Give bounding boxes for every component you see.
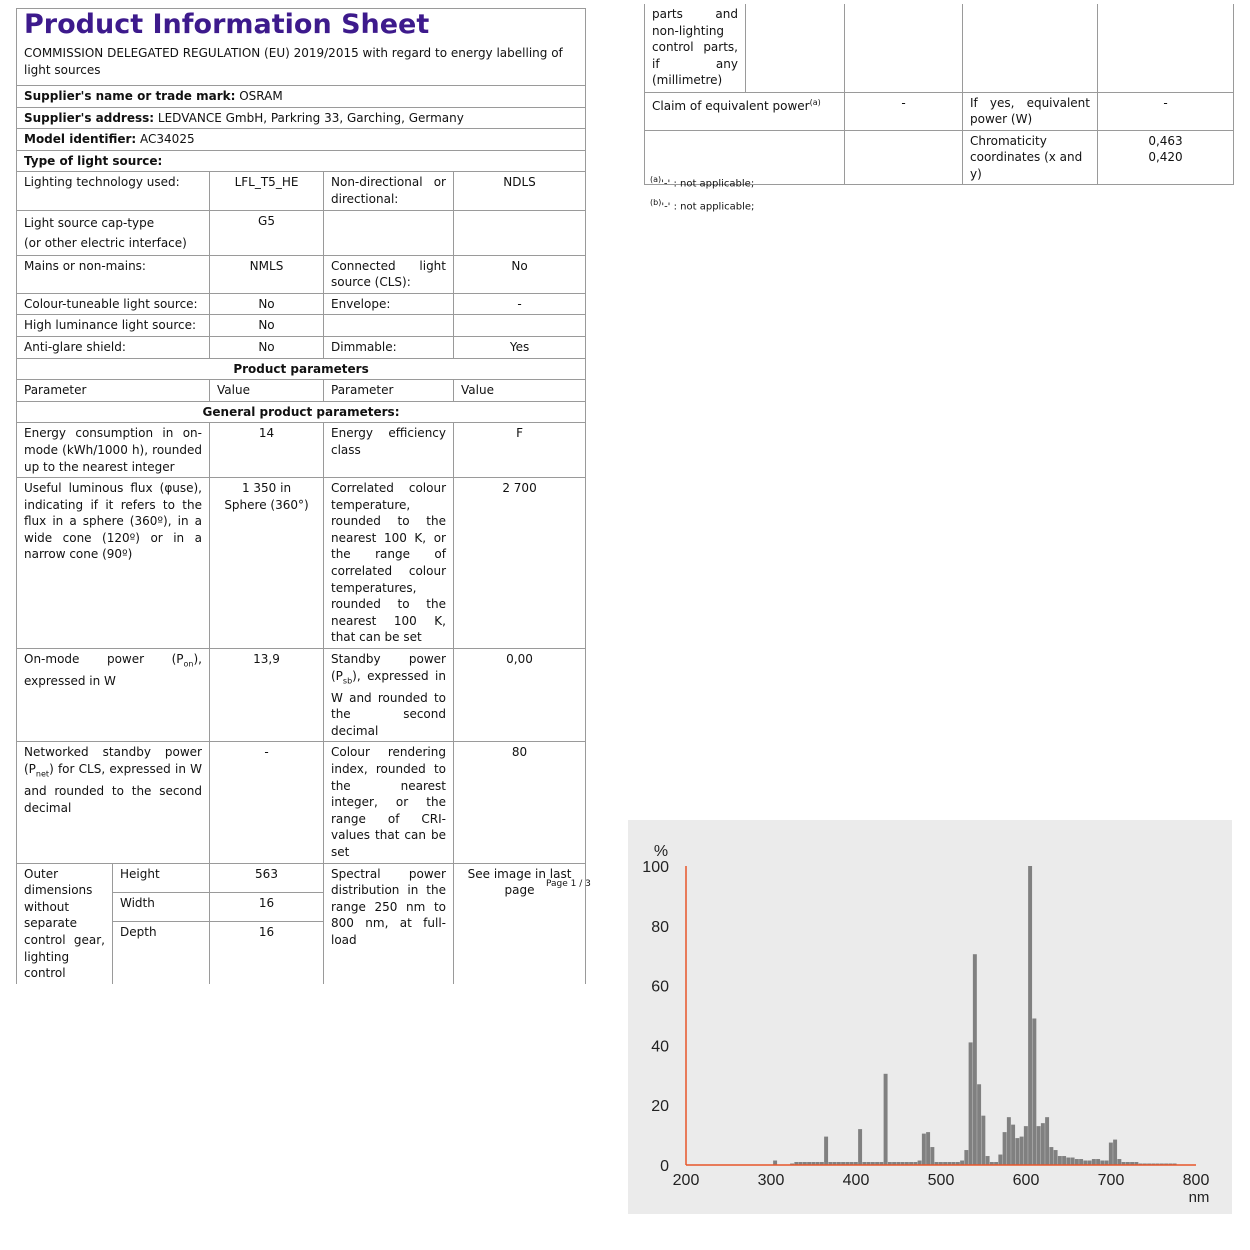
luminous-flux-value-line-1: 1 350 in bbox=[241, 481, 292, 496]
y-tick-label: 80 bbox=[651, 918, 669, 936]
spectral-chart-svg bbox=[628, 820, 1232, 1214]
footnote-a-text: '-' : not applicable; bbox=[661, 178, 755, 190]
cct-value: 2 700 bbox=[454, 478, 586, 649]
y-tick-label: 100 bbox=[642, 859, 669, 876]
empty-cell bbox=[454, 315, 586, 337]
colour-tuneable-label: Colour-tuneable light source: bbox=[17, 293, 210, 315]
footnote-b-mark: (b) bbox=[650, 198, 662, 208]
height-value: 563 bbox=[210, 863, 324, 892]
y-tick-label: 40 bbox=[651, 1038, 669, 1056]
supplier-name-label: Supplier's name or trade mark: bbox=[24, 89, 236, 103]
empty-cell bbox=[845, 130, 963, 185]
x-axis-label: nm bbox=[1188, 1189, 1210, 1206]
luminous-flux-value bbox=[210, 478, 324, 649]
spectrum-bar bbox=[1054, 1150, 1058, 1165]
lighting-technology-value: LFL_T5_HE bbox=[210, 172, 324, 210]
general-parameters-heading: General product parameters: bbox=[17, 401, 586, 423]
spectrum-bar bbox=[1066, 1158, 1070, 1165]
mains-value: NMLS bbox=[210, 255, 324, 293]
outer-dimensions-label: Outer dimensions without separate control gear, lighting control bbox=[17, 863, 113, 984]
x-tick-label: 400 bbox=[842, 1172, 870, 1189]
cri-value: 80 bbox=[454, 742, 586, 863]
envelope-label: Envelope: bbox=[324, 293, 454, 315]
spectrum-bar bbox=[1109, 1143, 1113, 1165]
x-tick-label: 200 bbox=[672, 1172, 700, 1189]
colour-tuneable-value: No bbox=[210, 293, 324, 315]
directional-label: Non-directional or directional: bbox=[324, 172, 454, 210]
spectral-distribution-value: See image in last page bbox=[454, 863, 586, 984]
footnote-b-text: '-' : not applicable; bbox=[661, 201, 755, 213]
footnotes bbox=[650, 170, 754, 217]
supplier-address-value: LEDVANCE GmbH, Parkring 33, Garching, Germany bbox=[157, 110, 464, 125]
empty-cell bbox=[746, 4, 845, 92]
chromaticity-y: 0,420 bbox=[1148, 150, 1183, 165]
cls-label: Connected light source (CLS): bbox=[324, 255, 454, 293]
on-mode-power-label bbox=[17, 649, 210, 742]
cls-value: No bbox=[454, 255, 586, 293]
directional-value: NDLS bbox=[454, 172, 586, 210]
col-header-value: Value bbox=[210, 380, 324, 402]
y-tick-label: 60 bbox=[651, 978, 669, 996]
spectrum-bar bbox=[824, 1137, 828, 1165]
dimmable-label: Dimmable: bbox=[324, 336, 454, 358]
equivalent-power-footnote-mark: (a) bbox=[809, 97, 821, 107]
standby-power-value: 0,00 bbox=[454, 649, 586, 742]
spectrum-bar bbox=[1092, 1159, 1096, 1165]
high-luminance-value: No bbox=[210, 315, 324, 337]
energy-consumption-value: 14 bbox=[210, 423, 324, 478]
spectrum-bar bbox=[1020, 1137, 1024, 1165]
on-mode-power-subscript: on bbox=[183, 659, 194, 669]
x-tick-label: 600 bbox=[1012, 1172, 1040, 1189]
empty-cell bbox=[963, 4, 1098, 92]
spectrum-bar bbox=[1075, 1159, 1079, 1165]
spectrum-bar bbox=[1037, 1126, 1041, 1165]
spectrum-bar bbox=[1049, 1147, 1053, 1165]
spectrum-bar bbox=[977, 1084, 981, 1165]
dimmable-value: Yes bbox=[454, 336, 586, 358]
spectrum-bar bbox=[1045, 1117, 1049, 1165]
empty-cell bbox=[454, 210, 586, 255]
x-tick-label: 300 bbox=[757, 1172, 785, 1189]
spectrum-bar bbox=[973, 954, 977, 1165]
regulation-text: COMMISSION DELEGATED REGULATION (EU) 2019/2015 with regard to energy labelling of light sources bbox=[24, 46, 563, 77]
spectrum-bar bbox=[1058, 1156, 1062, 1165]
dimensions-continuation-label: parts and non-lighting control parts, if any (millimetre) bbox=[645, 4, 746, 92]
spectrum-bar bbox=[1032, 1018, 1036, 1165]
standby-power-label-text-end: ), expressed in W and rounded to the second decimal bbox=[331, 668, 446, 738]
spectrum-bar bbox=[1015, 1138, 1019, 1165]
footnote-a bbox=[650, 170, 754, 193]
spectrum-bar bbox=[884, 1074, 888, 1165]
efficiency-class-label: Energy efficiency class bbox=[324, 423, 454, 478]
spectrum-bar bbox=[969, 1042, 973, 1165]
envelope-value: - bbox=[454, 293, 586, 315]
col-header-parameter: Parameter bbox=[17, 380, 210, 402]
spectrum-bar bbox=[1071, 1158, 1075, 1165]
model-identifier-label: Model identifier: bbox=[24, 132, 137, 147]
equivalent-power-value: - bbox=[845, 92, 963, 130]
on-mode-power-value: 13,9 bbox=[210, 649, 324, 742]
spectrum-bar bbox=[1096, 1159, 1100, 1165]
luminous-flux-value-line-2: Sphere (360°) bbox=[224, 497, 309, 512]
spectrum-bar bbox=[1079, 1159, 1083, 1165]
model-identifier-row bbox=[17, 129, 586, 151]
light-source-type-heading: Type of light source: bbox=[17, 150, 586, 172]
equivalent-power-label-text: Claim of equivalent power bbox=[652, 98, 810, 113]
spectrum-bar bbox=[926, 1132, 930, 1165]
page-number: Page 1 / 3 bbox=[546, 879, 591, 889]
product-parameters-heading: Product parameters bbox=[17, 358, 586, 380]
spectrum-bar bbox=[1003, 1132, 1007, 1165]
standby-power-subscript: sb bbox=[342, 676, 353, 686]
standby-power-label-text: Standby power (P bbox=[331, 652, 446, 683]
high-luminance-label: High luminance light source: bbox=[17, 315, 210, 337]
spectrum-bar bbox=[1113, 1140, 1117, 1165]
y-tick-label: 0 bbox=[660, 1158, 669, 1175]
product-info-sheet-page-2 bbox=[644, 4, 1233, 185]
y-axis-label: % bbox=[653, 843, 669, 860]
spectrum-bar bbox=[930, 1147, 934, 1165]
empty-cell bbox=[324, 210, 454, 255]
col-header-parameter: Parameter bbox=[324, 380, 454, 402]
luminous-flux-label: Useful luminous flux (φuse), indicating if it refers to the flux in a sphere (360º), in a wide cone (120º) or in a narrow cone (90º) bbox=[17, 478, 210, 649]
networked-standby-value: - bbox=[210, 742, 324, 863]
x-tick-label: 700 bbox=[1097, 1172, 1125, 1189]
spectrum-bar bbox=[986, 1156, 990, 1165]
cct-label: Correlated colour temperature, rounded to the nearest 100 K, or the range of correlated colour temperatures, rounded to the nearest 100 K, that can be set bbox=[324, 478, 454, 649]
x-tick-label: 500 bbox=[927, 1172, 955, 1189]
empty-cell bbox=[1098, 4, 1234, 92]
depth-value: 16 bbox=[210, 921, 324, 983]
empty-cell bbox=[845, 4, 963, 92]
efficiency-class-value: F bbox=[454, 423, 586, 478]
supplier-address-row bbox=[17, 107, 586, 129]
cap-type-label-line-2: (or other electric interface) bbox=[24, 235, 187, 250]
empty-cell bbox=[324, 315, 454, 337]
x-tick-label: 800 bbox=[1182, 1172, 1210, 1189]
if-yes-equivalent-label: If yes, equivalent power (W) bbox=[963, 92, 1098, 130]
chromaticity-value bbox=[1098, 130, 1234, 185]
product-info-table bbox=[16, 8, 586, 984]
spectrum-bar bbox=[981, 1116, 985, 1165]
y-tick-label: 20 bbox=[651, 1098, 669, 1116]
spectrum-bar bbox=[998, 1155, 1002, 1165]
model-identifier-value: AC34025 bbox=[140, 132, 195, 147]
chromaticity-x: 0,463 bbox=[1148, 133, 1183, 148]
supplier-address-label: Supplier's address: bbox=[24, 110, 155, 125]
col-header-value: Value bbox=[454, 380, 586, 402]
cap-type-value: G5 bbox=[210, 210, 324, 255]
networked-standby-subscript: net bbox=[35, 769, 50, 779]
depth-label: Depth bbox=[113, 921, 210, 983]
footnote-a-mark: (a) bbox=[650, 175, 662, 184]
spectrum-bar bbox=[1117, 1159, 1121, 1165]
standby-power-label bbox=[324, 649, 454, 742]
spectrum-bar bbox=[964, 1150, 968, 1165]
cri-label: Colour rendering index, rounded to the nearest integer, or the range of CRI-values that can be set bbox=[324, 742, 454, 863]
energy-consumption-label: Energy consumption in on-mode (kWh/1000 h), rounded up to the nearest integer bbox=[17, 423, 210, 478]
networked-standby-label-text: Networked standby power (P bbox=[24, 745, 202, 776]
equivalent-power-label bbox=[645, 92, 845, 130]
on-mode-power-label-text-end: ), expressed in W bbox=[24, 652, 202, 689]
spectrum-bar bbox=[858, 1129, 862, 1165]
spectrum-bar bbox=[1062, 1156, 1066, 1165]
anti-glare-label: Anti-glare shield: bbox=[17, 336, 210, 358]
anti-glare-value: No bbox=[210, 336, 324, 358]
networked-standby-label-text-end: ) for CLS, expressed in W and rounded to the second decimal bbox=[24, 761, 202, 815]
spectrum-bar bbox=[1041, 1123, 1045, 1165]
spectral-power-chart bbox=[628, 820, 1232, 1214]
if-yes-equivalent-value: - bbox=[1098, 92, 1234, 130]
supplier-name-row bbox=[17, 86, 586, 108]
page-title: Product Information Sheet bbox=[24, 9, 430, 40]
chromaticity-label: Chromaticity coordinates (x and y) bbox=[963, 130, 1098, 185]
footnote-b bbox=[650, 193, 754, 216]
width-label: Width bbox=[113, 892, 210, 921]
width-value: 16 bbox=[210, 892, 324, 921]
spectrum-bar bbox=[1007, 1117, 1011, 1165]
networked-standby-label bbox=[17, 742, 210, 863]
spectrum-bar bbox=[1028, 866, 1032, 1165]
height-label: Height bbox=[113, 863, 210, 892]
spectral-distribution-label: Spectral power distribution in the range 250 nm to 800 nm, at full-load bbox=[324, 863, 454, 984]
on-mode-power-label-text: On-mode power (P bbox=[24, 652, 184, 667]
supplier-name-value: OSRAM bbox=[239, 89, 283, 103]
page-2-table bbox=[644, 4, 1234, 185]
cap-type-label-line-1: Light source cap-type bbox=[24, 215, 155, 230]
spectrum-bar bbox=[922, 1134, 926, 1165]
lighting-technology-label: Lighting technology used: bbox=[17, 172, 210, 210]
product-info-sheet-page-1 bbox=[16, 8, 585, 984]
spectrum-bar bbox=[1024, 1126, 1028, 1165]
mains-label: Mains or non-mains: bbox=[17, 255, 210, 293]
cap-type-label bbox=[17, 210, 210, 255]
spectrum-bar bbox=[1011, 1125, 1015, 1165]
